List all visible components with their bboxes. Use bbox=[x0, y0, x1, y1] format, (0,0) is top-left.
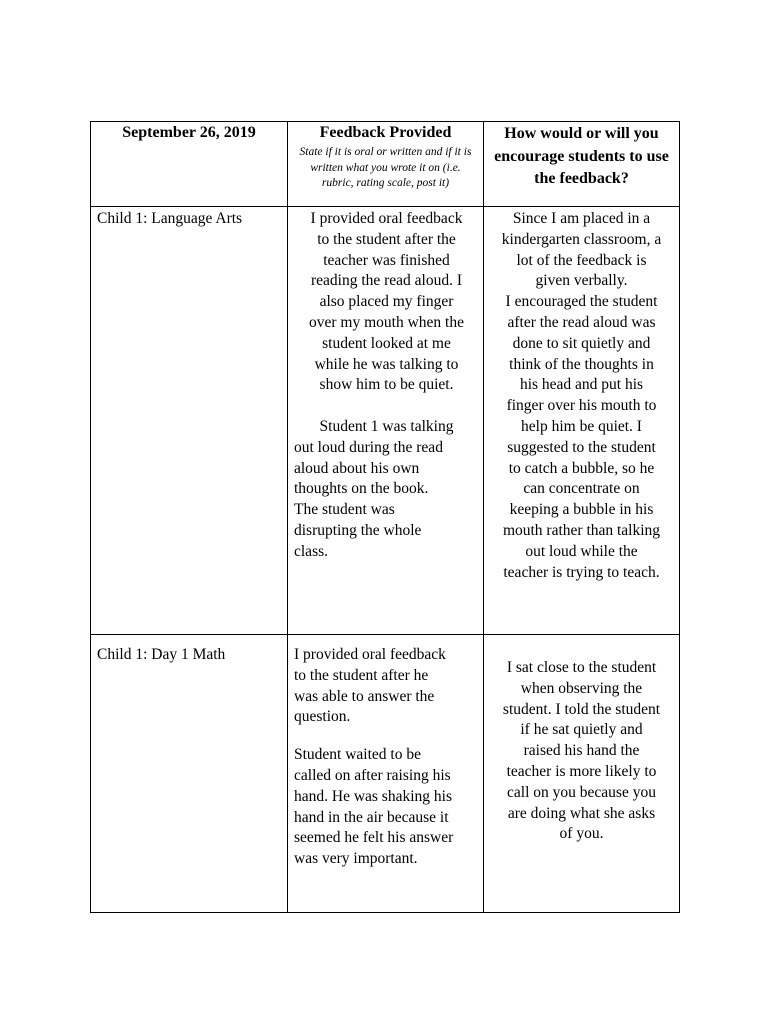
text-line: out loud while the bbox=[525, 542, 638, 560]
text-line: can concentrate on bbox=[523, 480, 640, 498]
row-label: Child 1: Language Arts bbox=[97, 210, 243, 227]
text-line: I provided oral feedback bbox=[310, 210, 463, 227]
text-line: done to sit quietly and bbox=[512, 334, 651, 352]
feedback-cell bbox=[288, 207, 484, 635]
feedback-table bbox=[90, 121, 680, 913]
feedback-cell bbox=[288, 635, 484, 913]
text-line: teacher is trying to teach. bbox=[503, 563, 660, 581]
text-line: question. bbox=[294, 708, 351, 726]
text-line: The student was bbox=[294, 501, 395, 519]
text-line: while he was talking to bbox=[314, 355, 459, 373]
text-line: reading the read aloud. I bbox=[310, 272, 463, 290]
text-line: called on after raising his bbox=[294, 766, 451, 784]
header-question-cell bbox=[484, 122, 680, 207]
text-line: after the read aloud was bbox=[507, 313, 656, 331]
header-date: September 26, 2019 bbox=[122, 124, 256, 141]
text-line: hand. He was shaking his bbox=[294, 787, 452, 805]
text-line: show him to be quiet. bbox=[319, 376, 454, 394]
text-line: keeping a bubble in his bbox=[509, 501, 654, 519]
text-line: I provided oral feedback bbox=[294, 646, 446, 663]
feedback-text bbox=[288, 207, 483, 438]
table-header-row bbox=[91, 122, 680, 207]
text-line: if he sat quietly and bbox=[520, 721, 643, 739]
text-line: disrupting the whole bbox=[294, 521, 422, 539]
text-line: given verbally. bbox=[535, 272, 628, 290]
text-line: was very important. bbox=[294, 850, 418, 868]
header-feedback-subtitle: State if it is oral or written and if it is written what you wrote it on (i.e. rubric, rating scale, post it) bbox=[299, 146, 472, 189]
text-line: his head and put his bbox=[519, 376, 644, 394]
text-line: aloud about his own bbox=[294, 459, 420, 477]
text-line: class. bbox=[294, 542, 329, 560]
row-label-cell bbox=[91, 207, 288, 635]
text-line: Student 1 was talking bbox=[319, 417, 454, 435]
header-question: How would or will you encourage students to use the feedback? bbox=[494, 125, 669, 187]
text-line: teacher is more likely to bbox=[506, 762, 657, 780]
observation-text bbox=[288, 438, 483, 563]
encourage-cell bbox=[484, 207, 680, 635]
text-line: when observing the bbox=[520, 679, 643, 697]
feedback-text bbox=[288, 635, 483, 728]
text-line: Student waited to be bbox=[294, 746, 421, 764]
text-line: hand in the air because it bbox=[294, 808, 449, 826]
text-line: student looked at me bbox=[322, 334, 451, 352]
text-line: student. I told the student bbox=[502, 700, 661, 718]
row-label-cell bbox=[91, 635, 288, 913]
text-line: are doing what she asks bbox=[507, 804, 656, 822]
text-line: thoughts on the book. bbox=[294, 480, 429, 498]
header-feedback-cell bbox=[288, 122, 484, 207]
text-line: also placed my finger bbox=[319, 293, 454, 311]
text-line: lot of the feedback is bbox=[516, 251, 647, 269]
text-line: over my mouth when the bbox=[309, 313, 464, 331]
header-feedback-title: Feedback Provided bbox=[319, 124, 452, 141]
text-line: to the student after the bbox=[317, 230, 456, 248]
table-row bbox=[91, 635, 680, 913]
text-line: teacher was finished bbox=[323, 251, 450, 269]
text-line: Since I am placed in a bbox=[512, 210, 651, 227]
text-line: was able to answer the bbox=[294, 687, 435, 705]
text-line: help him be quiet. I bbox=[521, 417, 642, 435]
text-line: finger over his mouth to bbox=[506, 397, 657, 415]
text-line: out loud during the read bbox=[294, 438, 443, 456]
encourage-text bbox=[484, 207, 679, 583]
encourage-cell bbox=[484, 635, 680, 913]
text-line: to catch a bubble, so he bbox=[508, 459, 655, 477]
text-line: call on you because you bbox=[507, 783, 656, 801]
text-line: mouth rather than talking bbox=[502, 521, 661, 539]
row-label: Child 1: Day 1 Math bbox=[97, 646, 226, 663]
text-line: seemed he felt his answer bbox=[294, 829, 454, 847]
text-line: kindergarten classroom, a bbox=[501, 230, 662, 248]
text-line: I encouraged the student bbox=[505, 293, 658, 311]
encourage-text bbox=[484, 635, 679, 845]
table-row bbox=[91, 207, 680, 635]
text-line: I sat close to the student bbox=[506, 659, 657, 676]
observation-text bbox=[288, 745, 483, 870]
text-line: to the student after he bbox=[294, 666, 429, 684]
header-date-cell bbox=[91, 122, 288, 207]
text-line: think of the thoughts in bbox=[509, 355, 654, 373]
text-line: of you. bbox=[559, 825, 604, 843]
text-line: raised his hand the bbox=[523, 742, 640, 760]
text-line: suggested to the student bbox=[507, 438, 656, 456]
